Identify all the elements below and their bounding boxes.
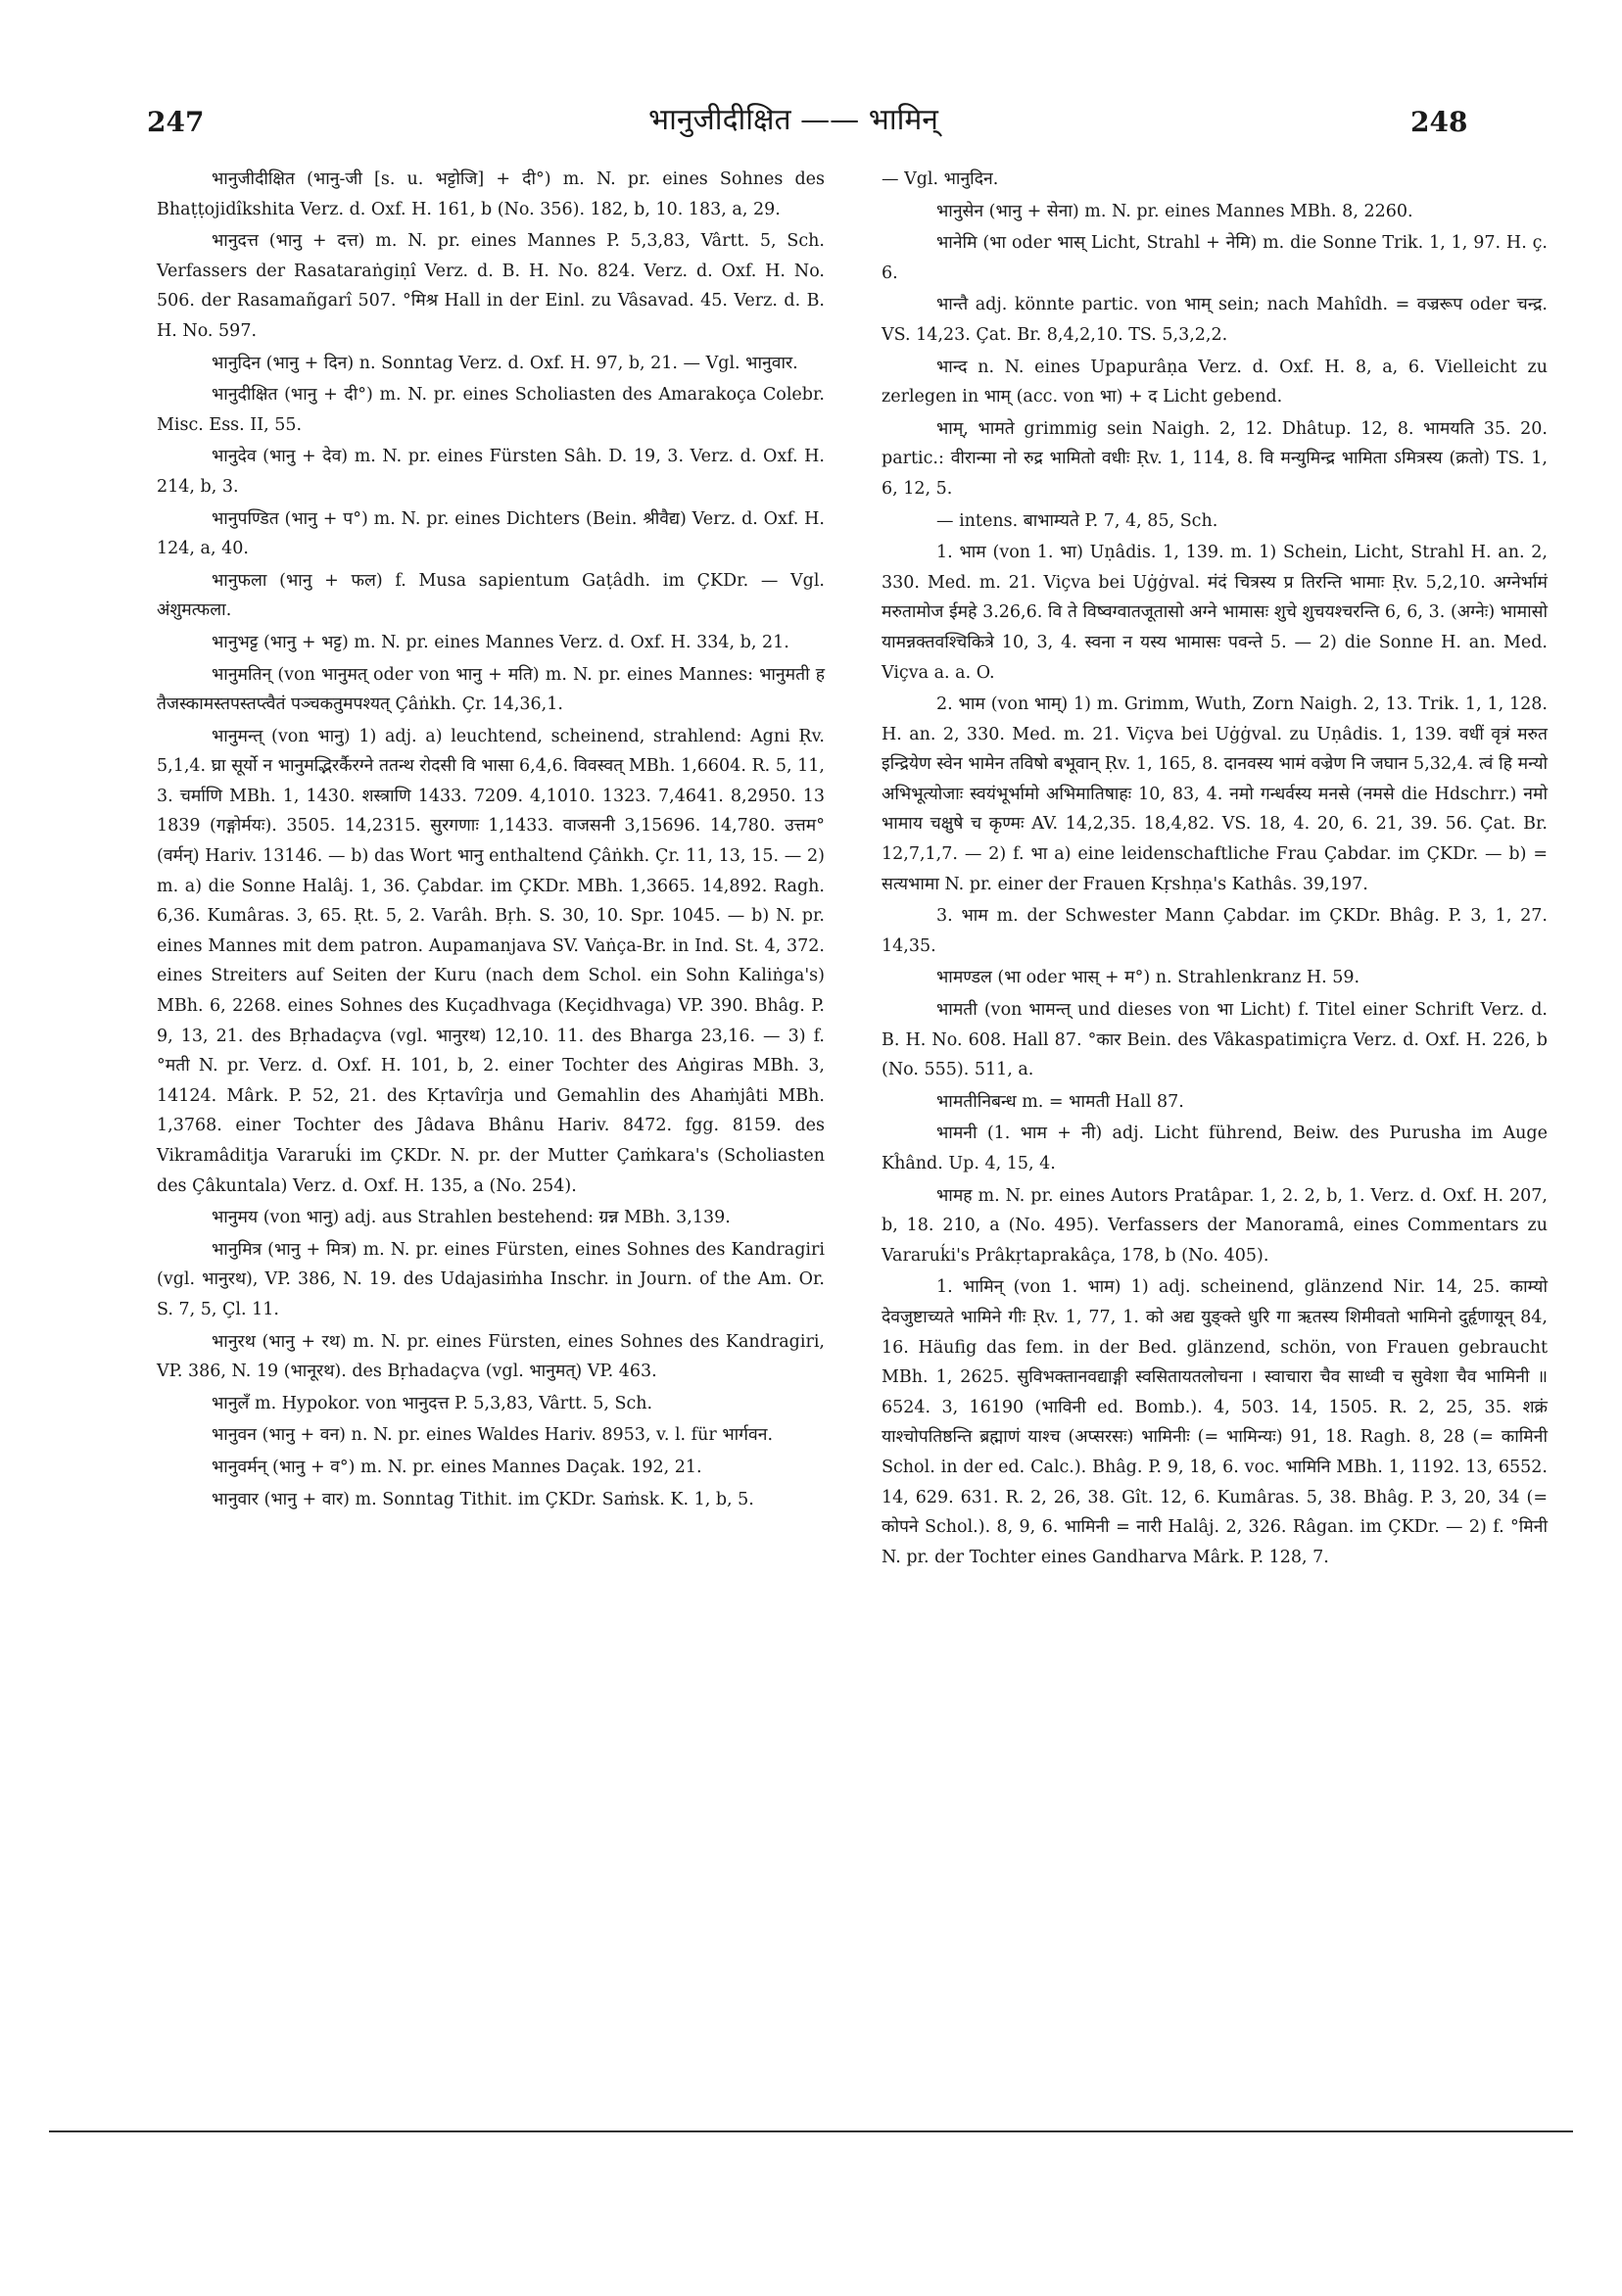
dictionary-entry: — intens. बाभाम्यते P. 7, 4, 85, Sch.: [936, 510, 1218, 531]
dictionary-entry: भानुजीदीक्षित (भानु-जी [s. u. भट्टोजि] + दी°) m. N. pr. eines Sohnes des Bhaṭṭojidîkshita Verz. d. Oxf. H. 161, b (No. 356). 182, b, 10. 183, a, 29.: [157, 169, 825, 219]
dictionary-entry-continuation: — Vgl. भानुदिन.: [882, 169, 999, 189]
dictionary-entry: भानुदेव (भानु + देव) m. N. pr. eines Fürsten Sâh. D. 19, 3. Verz. d. Oxf. H. 214, b, 3.: [157, 447, 825, 497]
dictionary-entry: भानुलँ m. Hypokor. von भानुदत्त P. 5,3,83, Vârtt. 5, Sch.: [212, 1393, 653, 1413]
dictionary-entry: भानुफला (भानु + फल) f. Musa sapientum Gaṭâdh. im ÇKDr. — Vgl. अंशुमत्फला.: [157, 570, 825, 621]
dictionary-entry: भानुदत्त (भानु + दत्त) m. N. pr. eines Mannes P. 5,3,83, Vârtt. 5, Sch. Verfassers der Rasataraṅgiṇî Verz. d. B. H. No. 824. Verz. d. Oxf. H. No. 506. der Rasamañgarî 507. °मिश्र Hall in der Einl. zu Vâsavad. 45. Verz. d. B. H. No. 597.: [157, 231, 825, 341]
dictionary-entry: भानुसेन (भानु + सेना) m. N. pr. eines Mannes MBh. 8, 2260.: [936, 201, 1413, 221]
dictionary-entry: 1. भाम (von 1. भा) Uṇâdis. 1, 139. m. 1) Schein, Licht, Strahl H. an. 2, 330. Med. m. 21. Viçva bei Uġġval. मंदं चित्रस्य प्र तिरन्ति भामाः Ṛv. 5,2,10. अग्नेर्भामं मरुतामोज ईमहे 3.26,6. वि ते विष्वग्वातजूतासो अग्ने भामासः शुचे शुचयश्चरन्ति 6, 6, 3. (अग्नेः) भामासो यामन्नक्तवश्चिकित्रे 10, 3, 4. स्वना न यस्य भामासः पवन्ते 5. — 2) die Sonne H. an. Med. Viçva a. a. O.: [882, 543, 1548, 683]
bottom-rule: [49, 2130, 1573, 2132]
dictionary-entry: भानुमय (von भानु) adj. aus Strahlen bestehend: ग्रन्न MBh. 3,139.: [212, 1208, 731, 1228]
dictionary-entry: 2. भाम (von भाम्) 1) m. Grimm, Wuth, Zorn Naigh. 2, 13. Trik. 1, 1, 128. H. an. 2, 330. Med. m. 21. Viçva bei Uġġval. zu Uṇâdis. 1, 139. वधीं वृत्रं मरुत इन्द्रियेण स्वेन भामेन तविषो बभूवान् Ṛv. 1, 165, 8. दानवस्य भामं वज्रेण नि जघान 5,32,4. त्वं हि मन्यो अभिभूत्योजाः स्वयंभूर्भामो अभिमातिषाहः 10, 83, 4. नमो गन्धर्वस्य मनसे (नमसे die Hdschrr.) नमो भामाय चक्षुषे च कृण्मः AV. 14,2,35. 18,4,82. VS. 18, 4. 20, 6. 21, 39. 56. Çat. Br. 12,7,1,7. — 2) f. भा a) eine leidenschaftliche Frau Çabdar. im ÇKDr. — b) = सत्यभामा N. pr. einer der Frauen Kṛshṇa's Kathâs. 39,197.: [882, 694, 1548, 894]
right-column: [882, 165, 1548, 1574]
left-column: [157, 165, 825, 1516]
dictionary-entry: भामह m. N. pr. eines Autors Pratâpar. 1, 2. 2, b, 1. Verz. d. Oxf. H. 207, b, 18. 210, a (No. 495). Verfassers der Manoramâ, eines Commentars zu Vararuḱi's Prâkṛtaprakâça, 178, b (No. 405).: [882, 1185, 1548, 1266]
dictionary-entry: भानुवर्मन् (भानु + व°) m. N. pr. eines Mannes Daçak. 192, 21.: [212, 1457, 702, 1477]
dictionary-entry: भानुदिन (भानु + दिन) n. Sonntag Verz. d. Oxf. H. 97, b, 21. — Vgl. भानुवार.: [212, 353, 798, 373]
running-title: भानुजीदीक्षित —— भामिन्: [648, 103, 938, 137]
page-number-left: 247: [147, 106, 205, 138]
dictionary-entry: भान्तै adj. könnte partic. von भाम् sein; nach Mahîdh. = वज्ररूप oder चन्द्र. VS. 14,23. Çat. Br. 8,4,2,10. TS. 5,3,2,2.: [882, 295, 1548, 345]
dictionary-entry: भानुभट्ट (भानु + भट्ट) m. N. pr. eines Mannes Verz. d. Oxf. H. 334, b, 21.: [212, 632, 789, 652]
dictionary-entry: भानेमि (भा oder भास् Licht, Strahl + नेमि) m. die Sonne Trik. 1, 1, 97. H. ç. 6.: [882, 233, 1548, 283]
dictionary-entry: भामनी (1. भाम + नी) adj. Licht führend, Beiw. des Purusha im Auge Kĥând. Up. 4, 15, 4.: [882, 1124, 1548, 1173]
dictionary-entry: भानुरथ (भानु + रथ) m. N. pr. eines Fürsten, eines Sohnes des Kandragiri, VP. 386, N. 19 (भानूरथ). des Bṛhadaçva (vgl. भानुमत्) VP. 463.: [157, 1331, 825, 1382]
dictionary-entry: भानुमित्र (भानु + मित्र) m. N. pr. eines Fürsten, eines Sohnes des Kandragiri (vgl. भानुरथ), VP. 386, N. 19. des Udajasiṁha Inschr. in Journ. of the Am. Or. S. 7, 5, Çl. 11.: [157, 1239, 825, 1319]
dictionary-entry: भामतीनिबन्ध m. = भामती Hall 87.: [936, 1091, 1184, 1112]
dictionary-entry: भानुमतिन् (von भानुमत् oder von भानु + मति) m. N. pr. eines Mannes: भानुमती ह तैजस्कामस्तपस्तप्त्वैतं पञ्चकतुमपश्यत् Çâṅkh. Çr. 14,36,1.: [157, 664, 825, 715]
dictionary-entry: भानुमन्त् (von भानु) 1) adj. a) leuchtend, scheinend, strahlend: Agni Ṛv. 5,1,4. घ्रा सूर्यो न भानुमद्भिरर्कैरग्ने ततन्थ रोदसी वि भासा 6,4,6. विवस्वत् MBh. 1,6604. R. 5, 11, 3. चर्माणि MBh. 1, 1430. शस्त्राणि 1433. 7209. 4,1010. 1323. 7,4641. 8,2950. 13 1839 (गङ्गोर्मयः). 3505. 14,2315. सुरगणाः 1,1433. वाजसनी 3,15696. 14,780. उत्तम° (वर्मन्) Hariv. 13146. — b) das Wort भानु enthaltend Çâṅkh. Çr. 11, 13, 15. — 2) m. a) die Sonne Halâj. 1, 36. Çabdar. im ÇKDr. MBh. 1,3665. 14,892. Ragh. 6,36. Kumâras. 3, 65. Ṛt. 5, 2. Varâh. Bṛh. S. 30, 10. Spr. 1045. — b) N. pr. eines Mannes mit dem patron. Aupamanjava SV. Vaṅça-Br. in Ind. St. 4, 372. eines Streiters auf Seiten der Kuru (nach dem Schol. ein Sohn Kaliṅga's) MBh. 6, 2268. eines Sohnes des Kuçadhvaga (Keçidhvaga) VP. 390. Bhâg. P. 9, 13, 21. des Bṛhadaçva (vgl. भानुरथ) 12,10. 11. des Bharga 23,16. — 3) f. °मती N. pr. Verz. d. Oxf. H. 101, b, 2. einer Tochter des Aṅgiras MBh. 3, 14124. Mârk. P. 52, 21. des Kṛtavîrja und Gemahlin des Ahaṁjâti MBh. 1,3768. einer Tochter des Jâdava Bhânu Hariv. 8472. fgg. 8159. des Vikramâditja Vararuḱi im ÇKDr. N. pr. der Mutter Çaṁkara's (Scholiasten des Çâkuntala) Verz. d. Oxf. H. 135, a (No. 254).: [157, 726, 825, 1196]
page-header: [0, 98, 1622, 157]
dictionary-entry: भानुवार (भानु + वार) m. Sonntag Tithit. im ÇKDr. Saṁsk. K. 1, b, 5.: [212, 1489, 754, 1509]
dictionary-entry: भानुवन (भानु + वन) n. N. pr. eines Waldes Hariv. 8953, v. l. für भार्गवन.: [212, 1425, 774, 1446]
dictionary-entry: भाम्, भामते grimmig sein Naigh. 2, 12. Dhâtup. 12, 8. भामयति 35. 20. partic.: वीरान्मा नो रुद्र भामितो वधीः Ṛv. 1, 114, 8. वि मन्युमिन्द्र भामिता ऽमित्रस्य (क्रतो) TS. 1, 6, 12, 5.: [882, 418, 1548, 499]
dictionary-entry: भामण्डल (भा oder भास् + म°) n. Strahlenkranz H. 59.: [936, 968, 1360, 988]
dictionary-entry: भामती (von भामन्त् und dieses von भा Licht) f. Titel einer Schrift Verz. d. B. H. No. 608. Hall 87. °कार Bein. des Vâkaspatimiçra Verz. d. Oxf. H. 226, b (No. 555). 511, a.: [882, 1000, 1548, 1080]
dictionary-entry: 1. भामिन् (von 1. भाम) 1) adj. scheinend, glänzend Nir. 14, 25. काम्यो देवजुष्टाच्यते भामिने गीः Ṛv. 1, 77, 1. को अद्य युङ्क्ते धुरि गा ऋतस्य शिमीवतो भामिनो दुर्हृणायून् 84, 16. Häufig das fem. in der Bed. glänzend, schön, von Frauen gebraucht MBh. 1, 2625. सुविभक्तानवद्याङ्गी स्वसितायतलोचना । स्वाचारा चैव साध्वी च सुवेशा चैव भामिनी ॥ 6524. 3, 16190 (भाविनी ed. Bomb.). 4, 503. 14, 1505. R. 2, 25, 35. शक्रं याश्चोपतिष्ठन्ति ब्रह्माणं याश्च (अप्सरसः) भामिनीः (= भामिन्यः) 91, 18. Ragh. 8, 28 (= कामिनी Schol. in der ed. Calc.). Bhâg. P. 9, 18, 6. voc. भामिनि MBh. 1, 1192. 13, 6552. 14, 629. 631. R. 2, 26, 38. Gît. 12, 6. Kumâras. 5, 38. Bhâg. P. 3, 20, 34 (= कोपने Schol.). 8, 9, 6. भामिनी = नारी Halâj. 2, 326. Râgan. im ÇKDr. — 2) f. °मिनी N. pr. der Tochter eines Gandharva Mârk. P. 128, 7.: [882, 1277, 1548, 1567]
dictionary-entry: भानुदीक्षित (भानु + दी°) m. N. pr. eines Scholiasten des Amarakoça Colebr. Misc. Ess. II, 55.: [157, 385, 825, 435]
dictionary-entry: भान्द n. N. eines Upapurâṇa Verz. d. Oxf. H. 8, a, 6. Vielleicht zu zerlegen in भाम् (acc. von भा) + द Licht gebend.: [882, 357, 1548, 407]
dictionary-entry: भानुपण्डित (भानु + प°) m. N. pr. eines Dichters (Bein. श्रीवैद्य) Verz. d. Oxf. H. 124, a, 40.: [157, 508, 825, 559]
page-number-right: 248: [1410, 106, 1468, 138]
dictionary-entry: 3. भाम m. der Schwester Mann Çabdar. im ÇKDr. Bhâg. P. 3, 1, 27. 14,35.: [882, 906, 1548, 956]
